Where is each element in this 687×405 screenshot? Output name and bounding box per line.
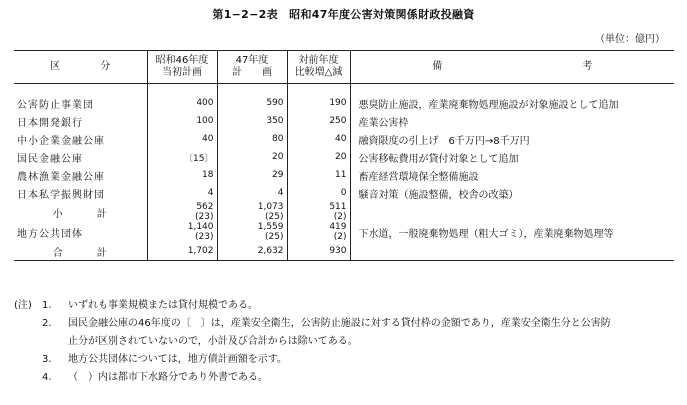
row-fy47: 80 [217,130,287,148]
local-fy47-main: 1,559 [257,222,284,232]
table-title: 第1−2−2表 昭和47年度公害対策関係財政投融資 [212,8,475,21]
header-diff-line2: 比較増△減 [294,67,343,78]
table-row [14,148,674,166]
footnote-text: 地方公共団体については，地方債計画額を示す。 [68,354,287,365]
subtotal-fy47-sewer: (25) [265,212,284,222]
subtotal-fy47 [217,202,287,222]
row-fy46: 100 [147,112,217,130]
footnote-1 [14,297,674,315]
subtotal-row [14,202,674,222]
total-name: 合 計 [14,242,147,261]
row-fy47: 29 [217,166,287,184]
header-remarks: 備 考 [350,51,674,84]
footnote-2 [14,315,674,333]
row-note: 悪臭防止施設，産業廃棄物処理施設が対象施設として追加 [350,84,674,113]
footnote-text: いずれも事業規模または貸付規模である。 [68,300,258,311]
subtotal-note [350,202,674,222]
footnotes [14,297,674,387]
row-note: 融資限度の引上げ 6千万円→8千万円 [350,130,674,148]
header-category: 区 分 [14,51,147,84]
row-fy46: 〔15〕 [147,148,217,166]
investment-table [14,50,674,261]
subtotal-diff-main: 511 [329,202,347,212]
local-note: 下水道，一般廃棄物処理（粗大ゴミ），産業廃棄物処理等 [350,222,674,242]
footnote-label: (注) [14,300,32,311]
header-fy47-line1: 47年度 [235,55,269,66]
row-diff: 40 [287,130,350,148]
row-fy46: 18 [147,166,217,184]
subtotal-diff-sewer: (2) [333,212,347,222]
footnote-text: 止分が区別されていないので，小計及び合計からは除いてある。 [68,336,358,347]
local-diff [287,222,350,242]
local-diff-main: 419 [329,222,347,232]
row-note: 畜産経営環境保全整備施設 [350,166,674,184]
row-name: 日本私学振興財団 [17,189,105,201]
footnote-number: 3. [42,354,52,365]
row-fy47: 350 [217,112,287,130]
local-fy46 [147,222,217,242]
subtotal-fy46-main: 562 [196,202,214,212]
row-name: 農林漁業金融公庫 [17,171,105,183]
row-fy47: 20 [217,148,287,166]
subtotal-fy47-main: 1,073 [257,202,284,212]
local-fy46-sewer: (23) [195,232,214,242]
row-fy47: 590 [217,84,287,113]
total-fy46: 1,702 [147,242,217,261]
total-note [350,242,674,261]
footnote-3 [14,351,674,369]
local-name: 地方公共団体 [17,228,83,240]
header-row [14,51,674,84]
local-fy47-sewer: (25) [265,232,284,242]
table-row [14,112,674,130]
unit-label: （単位：億円） [595,34,665,45]
row-fy46: 4 [147,184,217,202]
header-fy47 [217,51,287,84]
subtotal-fy46-sewer: (23) [195,212,214,222]
local-diff-sewer: (2) [333,232,347,242]
header-fy46-line1: 昭和46年度 [155,55,209,66]
row-diff: 250 [287,112,350,130]
row-diff: 190 [287,84,350,113]
row-diff: 11 [287,166,350,184]
local-fy46-main: 1,140 [187,222,214,232]
row-fy46: 40 [147,130,217,148]
header-diff [287,51,350,84]
footnote-number: 2. [42,318,52,329]
subtotal-diff [287,202,350,222]
row-name: 公害防止事業団 [17,99,94,111]
header-fy46-line2: 当初計画 [162,67,202,78]
local-gov-row [14,222,674,242]
local-fy47 [217,222,287,242]
footnote-4 [14,369,674,387]
table-row [14,130,674,148]
footnote-number: 1. [42,300,52,311]
row-diff: 0 [287,184,350,202]
row-note: 産業公害枠 [350,112,674,130]
total-fy47: 2,632 [217,242,287,261]
row-name: 日本開発銀行 [17,117,83,129]
footnote-2-cont [14,333,674,351]
header-diff-line1: 対前年度 [298,55,339,66]
table-row [14,84,674,113]
row-note: 公害移転費用が貸付対象として追加 [350,148,674,166]
row-diff: 20 [287,148,350,166]
table-row [14,166,674,184]
subtotal-fy46 [147,202,217,222]
row-fy47: 4 [217,184,287,202]
footnote-text: （ ）内は都市下水路分であり外書である。 [68,372,268,383]
table-row [14,184,674,202]
header-fy46 [147,51,217,84]
total-row [14,242,674,261]
row-name: 国民金融公庫 [17,153,83,165]
footnote-number: 4. [42,372,52,383]
row-fy46: 400 [147,84,217,113]
subtotal-name: 小 計 [52,208,108,220]
row-note: 騒音対策（施設整備，校舎の改築） [350,184,674,202]
footnote-text: 国民金融公庫の46年度の〔 〕は，産業安全衛生，公害防止施設に対する貸付枠の金額であり，産業安全衛生分と公害防 [68,318,611,329]
row-name: 中小企業金融公庫 [17,135,105,147]
total-diff: 930 [287,242,350,261]
header-fy47-line2: 計 画 [232,67,272,78]
